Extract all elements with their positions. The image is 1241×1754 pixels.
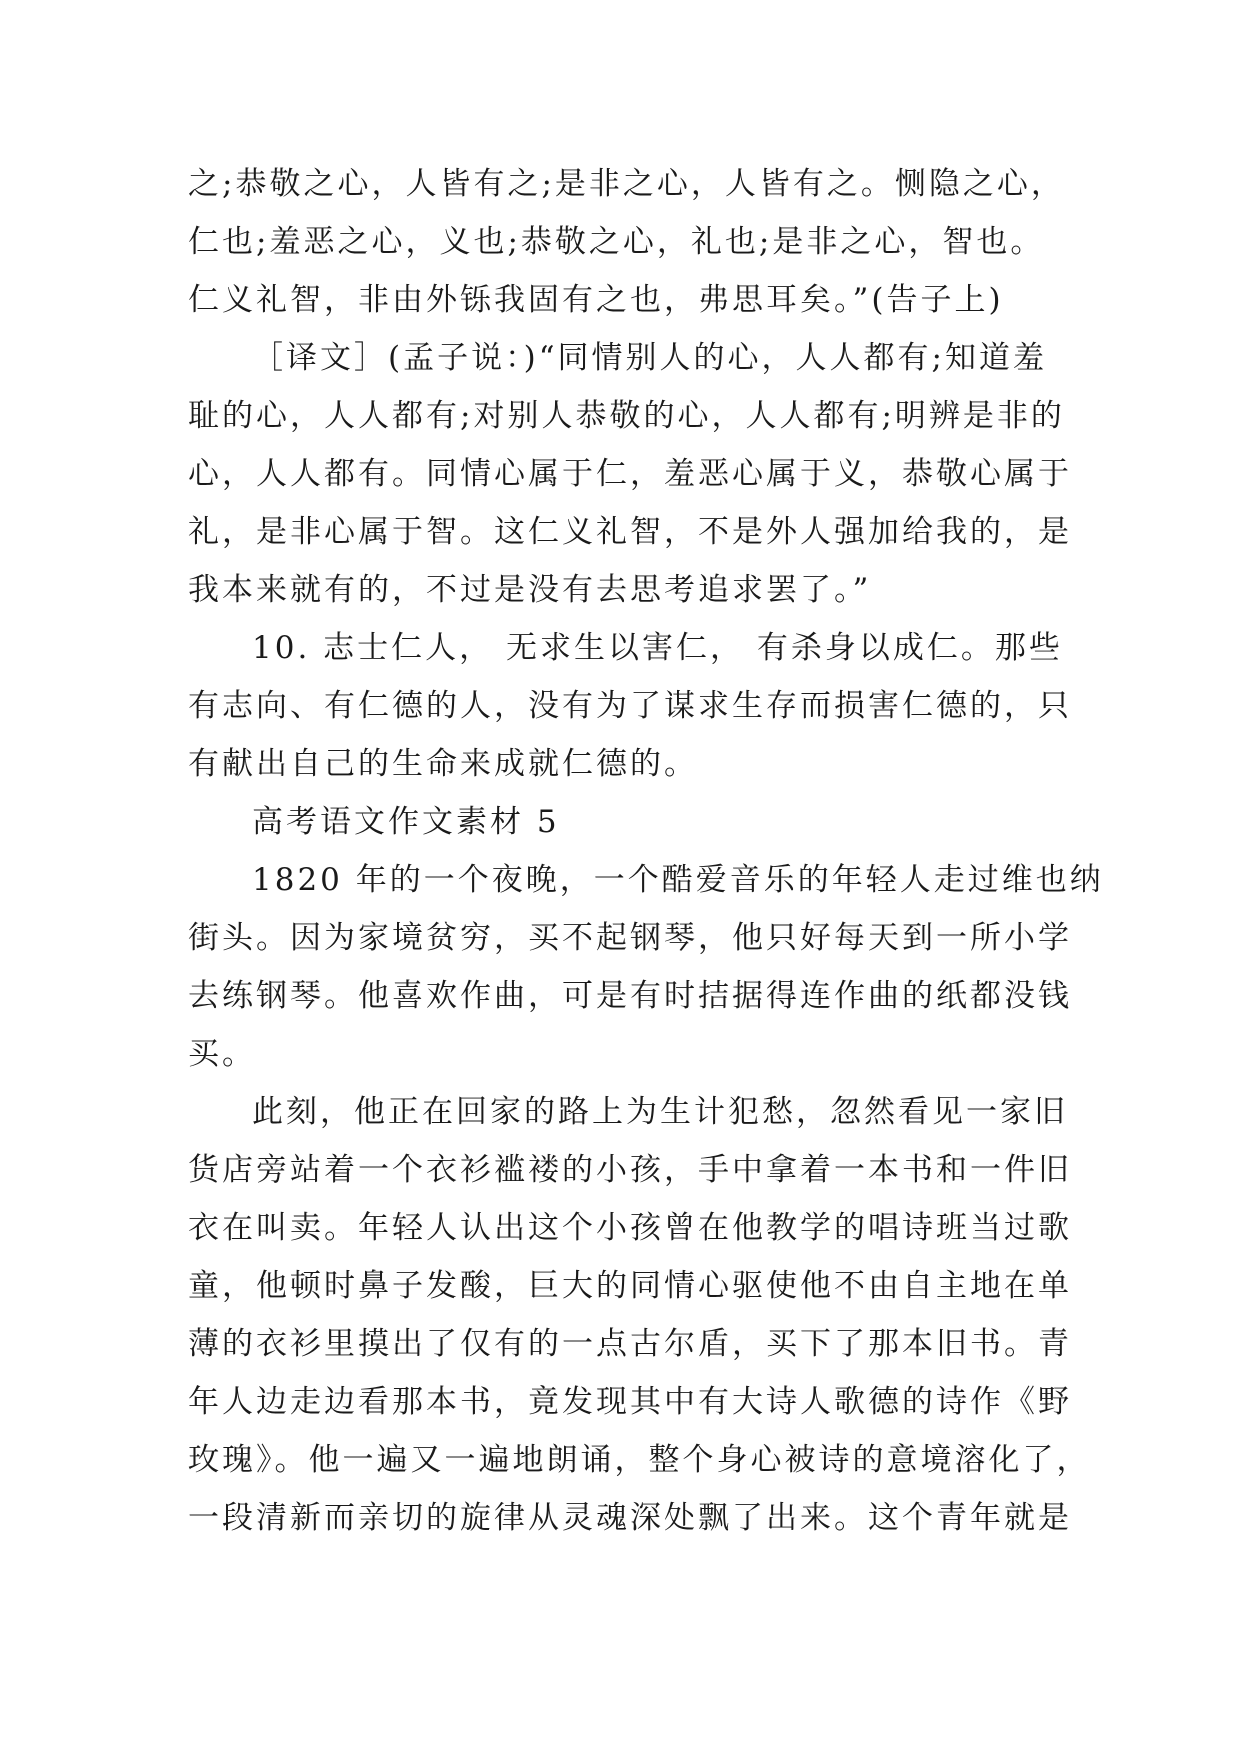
text-line: ［译文］(孟子说：)“同情别人的心，人人都有;知道羞 xyxy=(252,340,1047,376)
text-line: 高考语文作文素材 5 xyxy=(252,804,560,840)
text-line: 此刻，他正在回家的路上为生计犯愁，忽然看见一家旧 xyxy=(252,1094,1068,1130)
text-line: 货店旁站着一个衣衫褴褛的小孩，手中拿着一本书和一件旧 xyxy=(188,1152,1072,1188)
text-line: 一段清新而亲切的旋律从灵魂深处飘了出来。这个青年就是 xyxy=(188,1500,1072,1536)
text-line: 衣在叫卖。年轻人认出这个小孩曾在他教学的唱诗班当过歌 xyxy=(188,1210,1072,1246)
text-line: 街头。因为家境贫穷，买不起钢琴，他只好每天到一所小学 xyxy=(188,920,1072,956)
text-line: 买。 xyxy=(188,1036,256,1072)
text-line: 礼，是非心属于智。这仁义礼智，不是外人强加给我的，是 xyxy=(188,514,1072,550)
text-line: 之;恭敬之心，人皆有之;是非之心，人皆有之。恻隐之心， xyxy=(188,166,1065,202)
text-line: 薄的衣衫里摸出了仅有的一点古尔盾，买下了那本旧书。青 xyxy=(188,1326,1072,1362)
text-line: 耻的心，人人都有;对别人恭敬的心，人人都有;明辨是非的 xyxy=(188,398,1065,434)
text-line: 年人边走边看那本书，竟发现其中有大诗人歌德的诗作《野 xyxy=(188,1384,1072,1420)
text-line: 有献出自己的生命来成就仁德的。 xyxy=(188,746,698,782)
text-line: 童，他顿时鼻子发酸，巨大的同情心驱使他不由自主地在单 xyxy=(188,1268,1072,1304)
text-line: 玫瑰》。他一遍又一遍地朗诵，整个身心被诗的意境溶化了， xyxy=(188,1442,1091,1478)
text-line: 10. 志士仁人， 无求生以害仁， 有杀身以成仁。那些 xyxy=(252,630,1063,666)
text-line: 去练钢琴。他喜欢作曲，可是有时拮据得连作曲的纸都没钱 xyxy=(188,978,1072,1014)
text-line: 1820 年的一个夜晚，一个酷爱音乐的年轻人走过维也纳 xyxy=(252,862,1104,898)
text-line: 仁也;羞恶之心，义也;恭敬之心，礼也;是非之心，智也。 xyxy=(188,224,1045,260)
text-line: 有志向、有仁德的人，没有为了谋求生存而损害仁德的，只 xyxy=(188,688,1072,724)
document-body xyxy=(188,155,1104,1547)
text-line: 仁义礼智，非由外铄我固有之也，弗思耳矣。”(告子上) xyxy=(188,282,1004,318)
text-line: 我本来就有的，不过是没有去思考追求罢了。” xyxy=(188,572,872,608)
text-line: 心，人人都有。同情心属于仁，羞恶心属于义，恭敬心属于 xyxy=(188,456,1072,492)
